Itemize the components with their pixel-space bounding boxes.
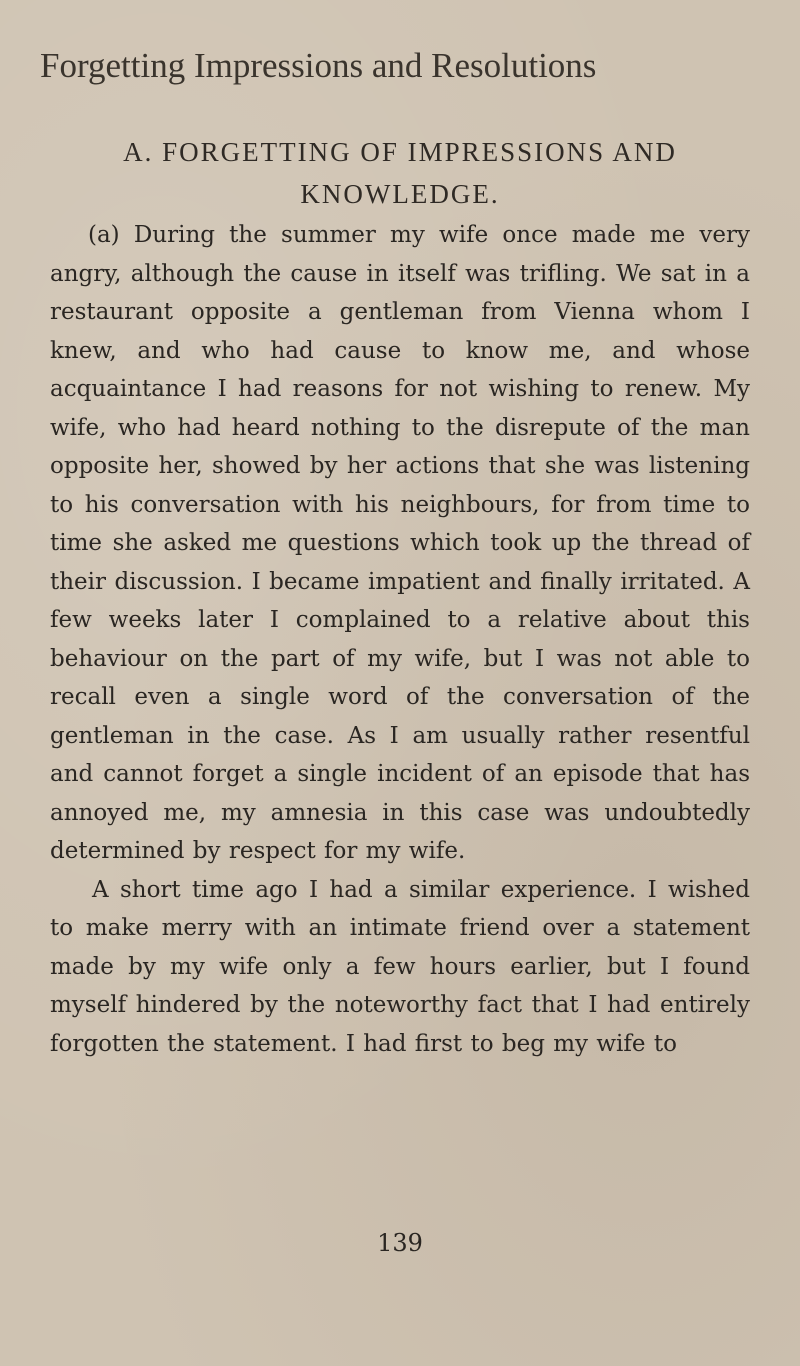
running-head: Forgetting Impressions and Resolutions (40, 46, 597, 85)
body-text (50, 216, 750, 1063)
paragraph: A short time ago I had a similar experience. I wished to make merry with an intimate friend over a statement made by my wife only a few hours earlier, but I found myself hindered by the noteworthy fact that I had entirely forgotten the statement. I had first to beg my wife to (50, 876, 750, 1057)
paragraph: (a) During the summer my wife once made me very angry, although the cause in itself was trifling. We sat in a restaurant opposite a gentleman from Vienna whom I knew, and who had cause to know me, and whose acquaintance I had reasons for not wishing to renew. My wife, who had heard nothing to the disrepute of the man opposite her, showed by her actions that she was listening to his conversation with his neighbours, for from time to time she asked me questions which took up the thread of their discussion. I became impatient and finally irritated. A few weeks later I complained to a relative about this behaviour on the part of my wife, but I was not able to recall even a single word of the conversation of the gentleman in the case. As I am usually rather resentful and cannot forget a single incident of an episode that has annoyed me, my amnesia in this case was undoubtedly determined by respect for my wife. (50, 222, 750, 864)
section-title: A. FORGETTING OF IMPRESSIONS AND KNOWLEDGE. (123, 137, 677, 209)
page-number: 139 (377, 1229, 423, 1257)
